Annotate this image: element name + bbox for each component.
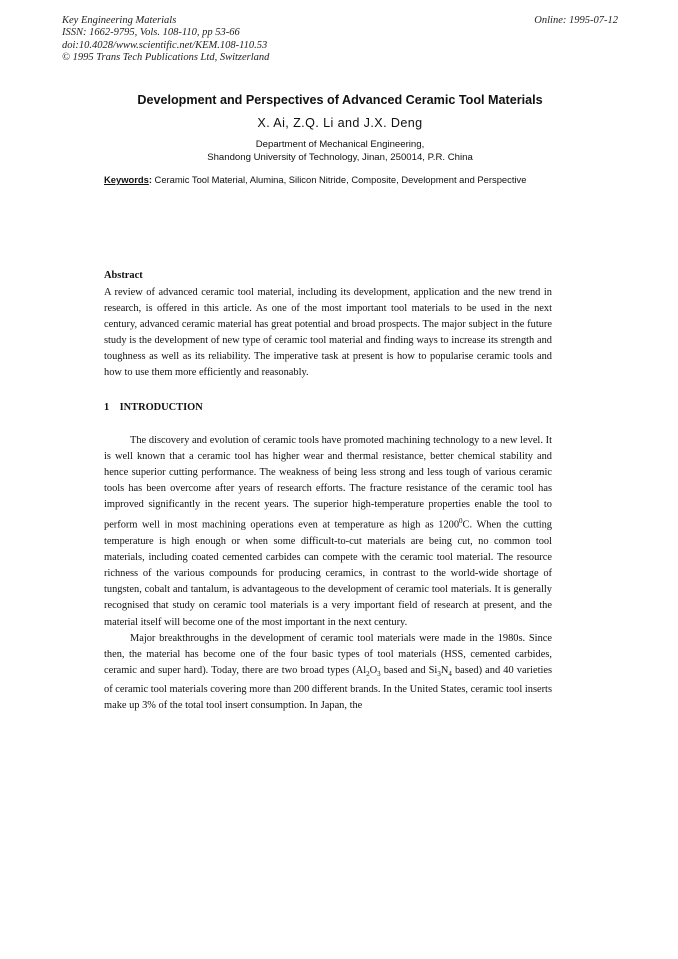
paragraph-1 (104, 433, 552, 631)
copyright-line: © 1995 Trans Tech Publications Ltd, Switzerland (62, 51, 270, 63)
abstract-heading: Abstract (104, 270, 143, 281)
paragraph-1-text-b: C. When the cutting temperature is high enough or when some difficult-to-cut materials are being cut, no common tool materials, including coated cemented carbides can compete with the ceramic tool material. The resource richness of the various compounds for producing ceramics, in contrast to the world-wide shortage of tungsten, cobalt and tantalum, is advantageous to the development of ceramic tool materials. It is generally recognised that study on ceramic tool materials is a very important field of research at present, and the material itself will become one of the most important in the next century. (104, 519, 552, 628)
journal-name: Key Engineering Materials (62, 15, 177, 26)
alumina-subscript-3: 3 (377, 669, 381, 678)
keywords-colon: : (148, 174, 152, 185)
affiliation-university: Shandong University of Technology, Jinan, 250014, P.R. China (207, 151, 473, 163)
section-title: INTRODUCTION (119, 402, 203, 413)
nitride-nitrogen: N (440, 664, 449, 676)
paragraph-2-text-b: based and Si (380, 664, 438, 676)
doi-line: doi:10.4028/www.scientific.net/KEM.108-110.53 (62, 39, 268, 51)
section-number: 1 (104, 402, 110, 413)
paragraph-2-text-a: Major breakthroughs in the development of ceramic tool materials were made in the 1980s. Since then, the material has become one of the four basic types of tool materials (HSS, cemented carbides, ceramic and super hard). Today, there are two broad types (Al (104, 632, 552, 676)
paper-title: Development and Perspectives of Advanced Ceramic Tool Materials (137, 93, 543, 107)
affiliation-department: Department of Mechanical Engineering, (255, 139, 425, 150)
degree-superscript: 0 (459, 517, 463, 526)
keywords-list: Ceramic Tool Material, Alumina, Silicon Nitride, Composite, Development and Perspective (154, 174, 527, 185)
paper-authors: X. Ai, Z.Q. Li and J.X. Deng (257, 116, 423, 130)
online-date: Online: 1995-07-12 (534, 15, 618, 26)
affiliation (62, 139, 618, 164)
alumina-subscript-2: 2 (366, 669, 370, 678)
section-body (104, 433, 552, 714)
keywords-label: Keywords (104, 174, 149, 185)
alumina-oxygen: O (369, 664, 378, 676)
keywords-block (104, 174, 552, 187)
paragraph-2 (104, 631, 552, 715)
paragraph-2-text-c: based) and 40 varieties of ceramic tool materials covering more than 200 different brands. In the United States, ceramic tool inserts make up 3% of the total tool insert consumption. In Japan, the (104, 664, 552, 712)
journal-header (62, 15, 618, 64)
issn-line: ISSN: 1662-9795, Vols. 108-110, pp 53-66 (62, 27, 240, 39)
abstract-text: A review of advanced ceramic tool material, including its development, application and the new trend in research, is offered in this article. As one of the most important tool materials to be used in the next century, advanced ceramic material has great potential and broad prospects. The major subject in the future study is the development of new type of ceramic tool material and finding ways to increase its strength and toughness as well as its reliability. The imperative task at present is how to popularise ceramic tools and how to use them more efficiently and reasonably. (104, 287, 552, 378)
nitride-subscript-3: 3 (437, 669, 441, 678)
nitride-subscript-4: 4 (448, 669, 452, 678)
paragraph-1-text-a: The discovery and evolution of ceramic tools have promoted machining technology to a new level. It is well known that a ceramic tool has higher wear and thermal resistance, better chemical stability and hence superior cutting performance. The weakness of being less strong and less tough of various ceramic tools has been overcome after years of research efforts. The fracture resistance of the ceramic tool has improved significantly in the recent years. The superior high-temperature properties enable the tool to perform well in most machining operations even at temperature as high as 1200 (104, 435, 552, 531)
section-heading (104, 402, 203, 413)
